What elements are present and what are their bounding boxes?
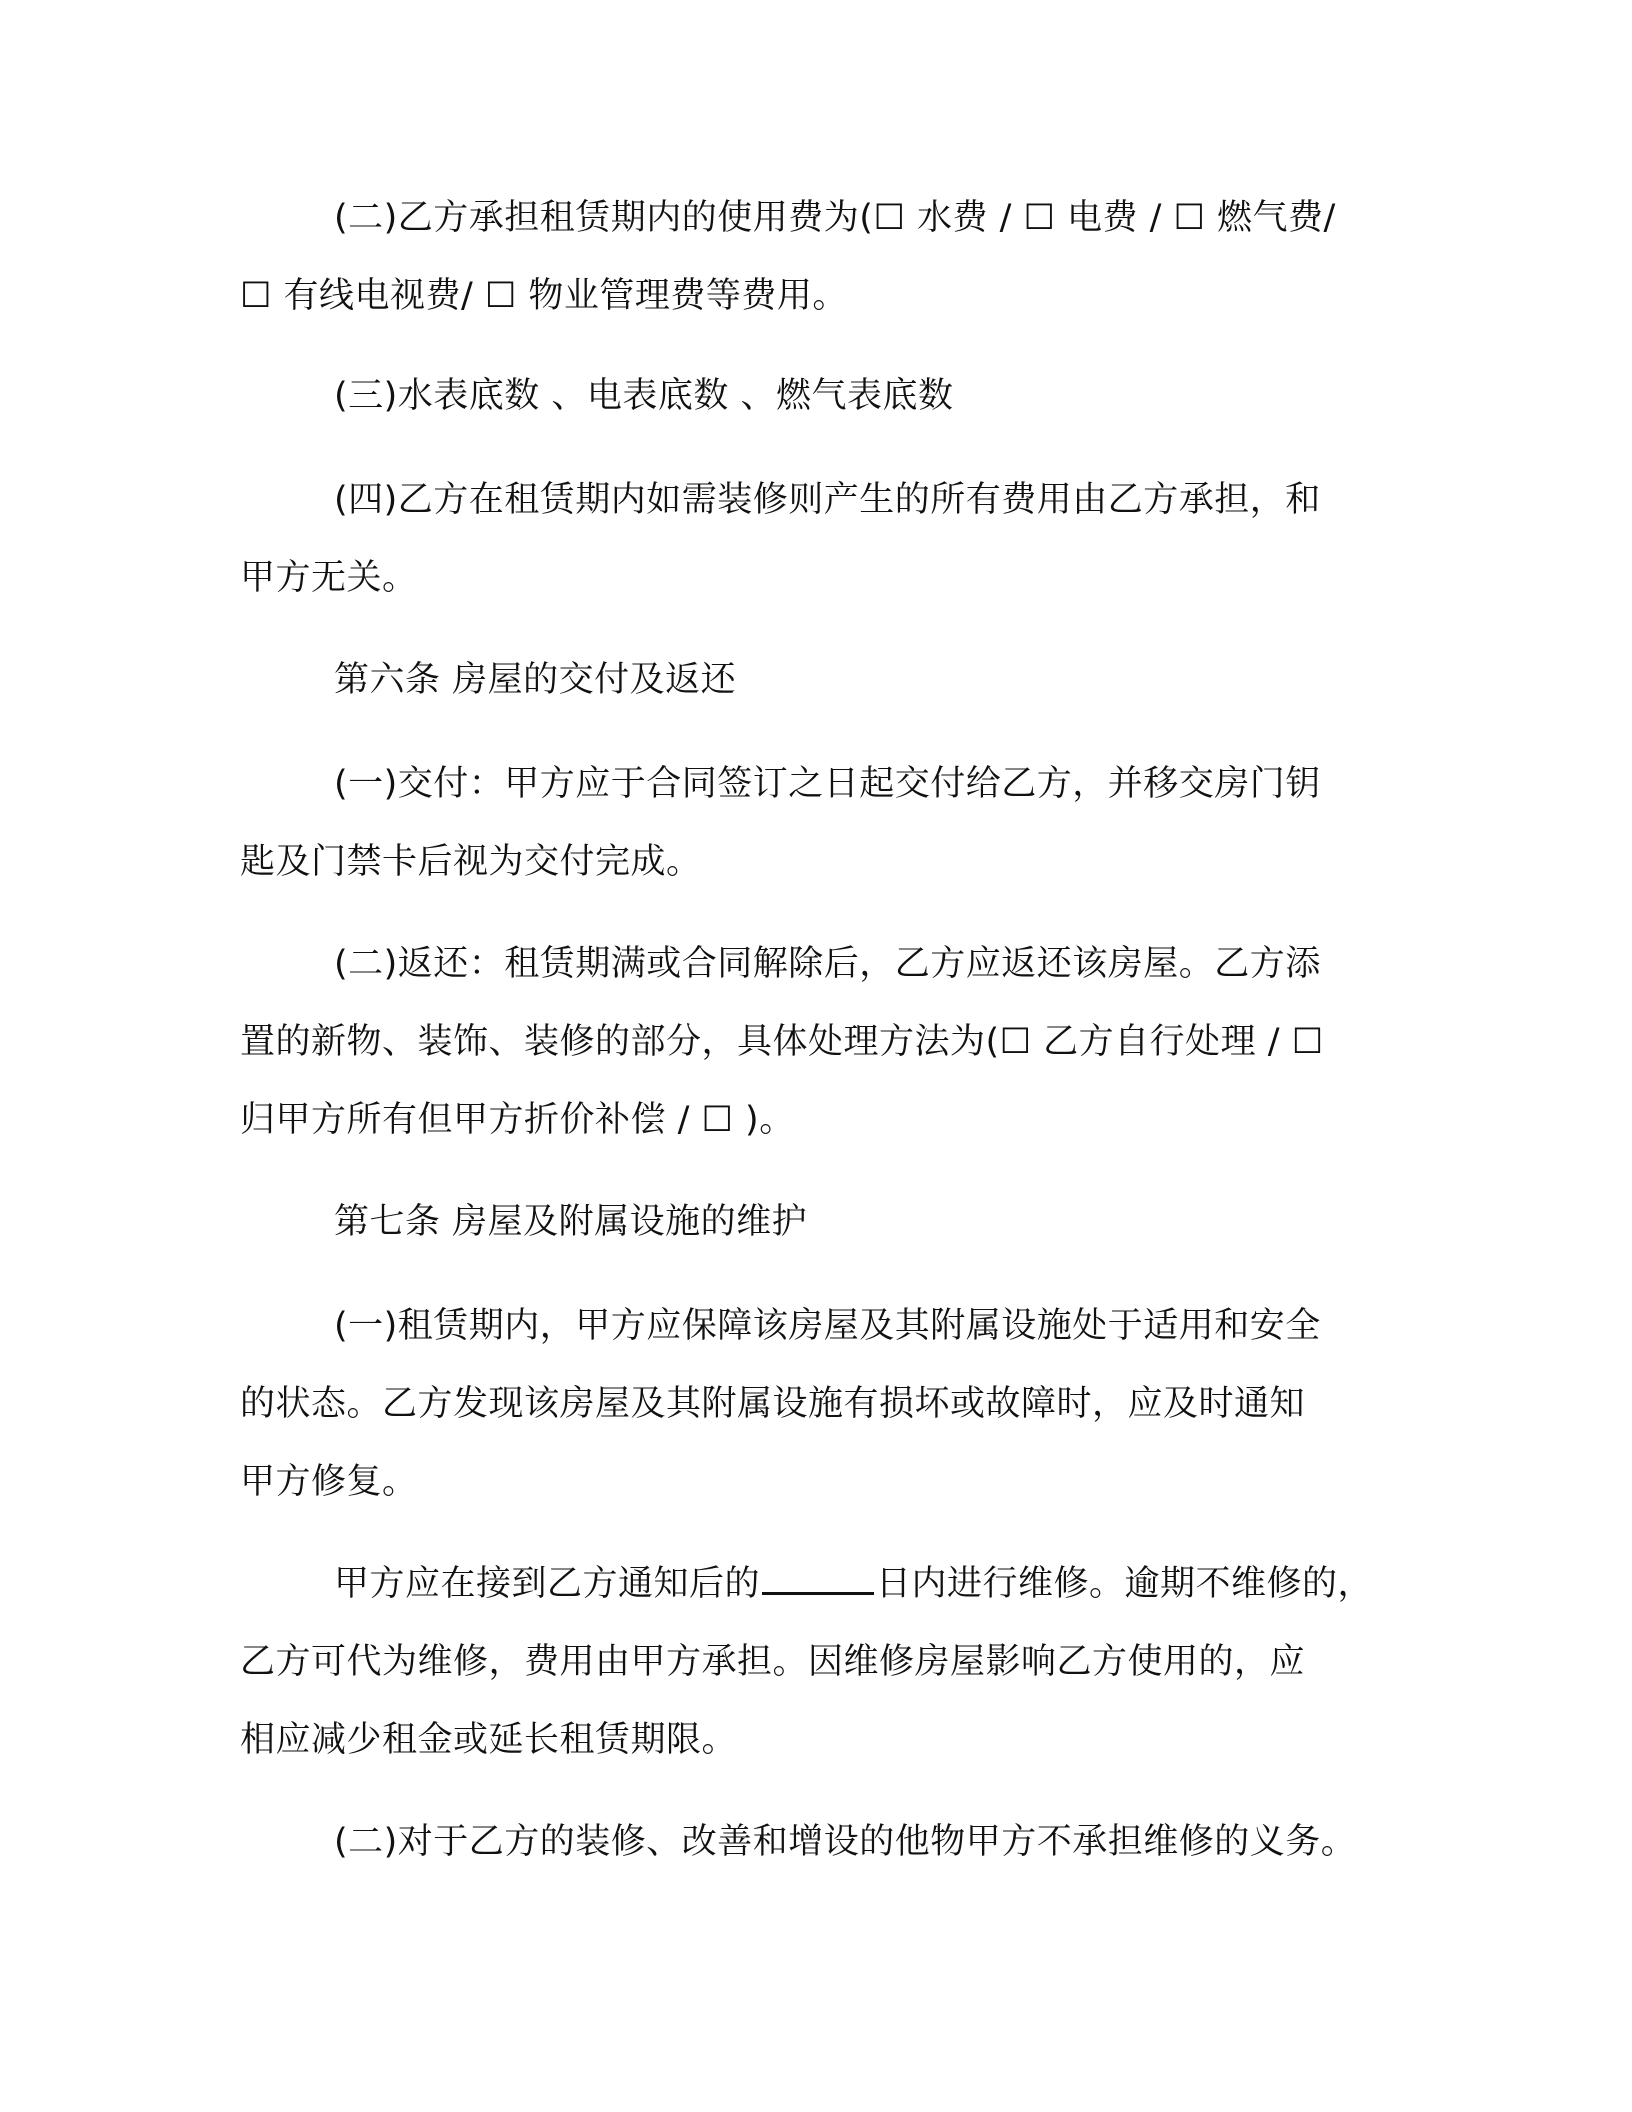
text-line: (三)水表底数 、电表底数 、燃气表底数 xyxy=(334,376,954,416)
text-line: 乙方可代为维修，费用由甲方承担。因维修房屋影响乙方使用的，应 xyxy=(240,1642,1306,1682)
text-line: 甲方修复。 xyxy=(240,1462,418,1502)
text-segment: 日内进行维修。逾期不维修的， xyxy=(876,1564,1374,1604)
fill-in-blank[interactable] xyxy=(762,1562,874,1595)
text-line: 相应减少租金或延长租赁期限。 xyxy=(240,1720,738,1760)
section-heading: 第七条 房屋及附属设施的维护 xyxy=(334,1202,808,1242)
text-line: ☐ 有线电视费/ ☐ 物业管理费等费用。 xyxy=(240,276,848,316)
text-line: (二)对于乙方的装修、改善和增设的他物甲方不承担维修的义务。 xyxy=(334,1822,1357,1862)
section-heading: 第六条 房屋的交付及返还 xyxy=(334,660,737,700)
text-line: (四)乙方在租赁期内如需装修则产生的所有费用由乙方承担，和 xyxy=(334,480,1321,520)
text-line: (二)乙方承担租赁期内的使用费为(☐ 水费 / ☐ 电费 / ☐ 燃气费/ xyxy=(334,198,1336,238)
text-line-with-blank xyxy=(334,1560,1373,1608)
text-line: 的状态。乙方发现该房屋及其附属设施有损坏或故障时，应及时通知 xyxy=(240,1384,1306,1424)
text-line: (二)返还：租赁期满或合同解除后，乙方应返还该房屋。乙方添 xyxy=(334,944,1321,984)
text-segment: 甲方应在接到乙方通知后的 xyxy=(334,1564,761,1604)
text-line: 匙及门禁卡后视为交付完成。 xyxy=(240,842,702,882)
text-line: (一)交付：甲方应于合同签订之日起交付给乙方，并移交房门钥 xyxy=(334,764,1321,804)
text-line: 甲方无关。 xyxy=(240,558,418,598)
text-line: 置的新物、装饰、装修的部分，具体处理方法为(☐ 乙方自行处理 / ☐ xyxy=(240,1022,1324,1062)
text-line: 归甲方所有但甲方折价补偿 / ☐ )。 xyxy=(240,1100,795,1140)
text-line: (一)租赁期内，甲方应保障该房屋及其附属设施处于适用和安全 xyxy=(334,1306,1321,1346)
